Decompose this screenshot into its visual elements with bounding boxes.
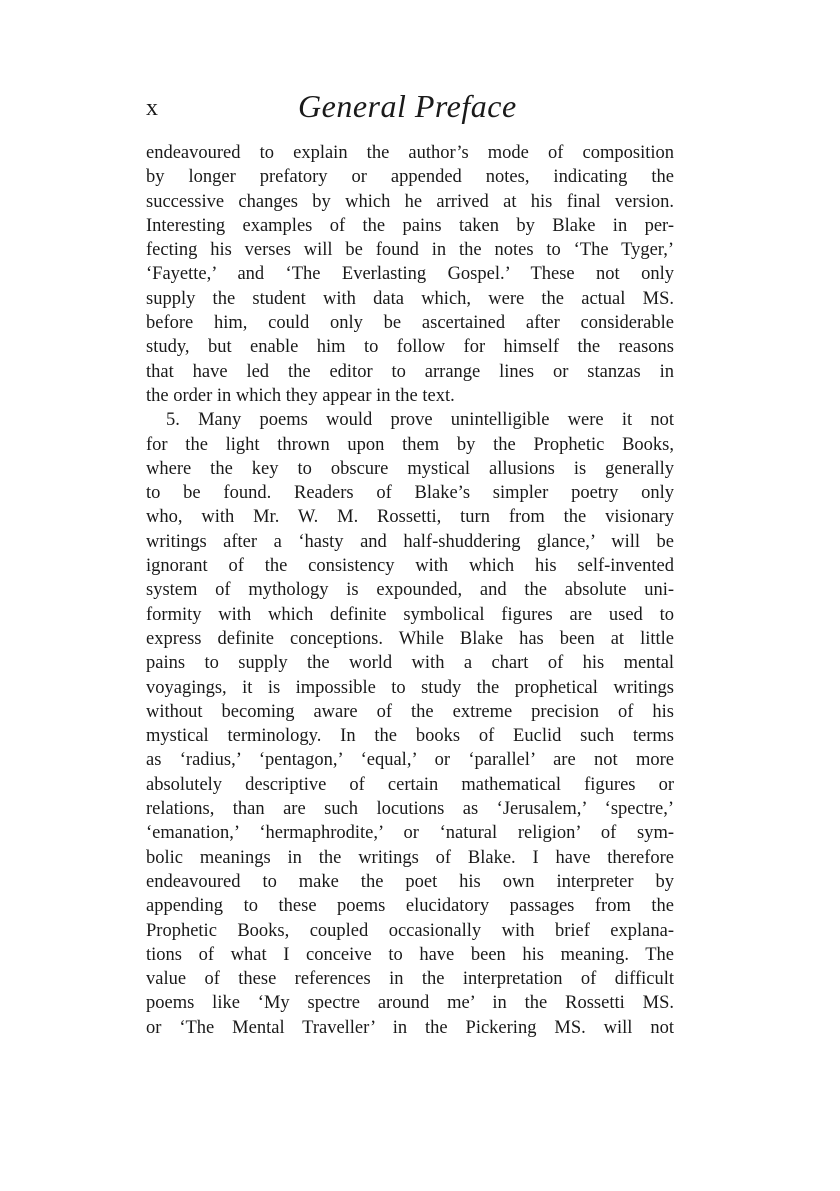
text-line: as ‘radius,’ ‘pentagon,’ ‘equal,’ or ‘parallel’ are not more	[146, 750, 674, 771]
text-line: express definite conceptions. While Blake has been at little	[146, 628, 674, 649]
text-line: relations, than are such locutions as ‘Jerusalem,’ ‘spectre,’	[146, 799, 674, 820]
text-line: pains to supply the world with a chart of his mental	[146, 653, 674, 674]
text-line: voyagings, it is impossible to study the prophetical writings	[146, 677, 674, 698]
text-line: or ‘The Mental Traveller’ in the Pickering MS. will not	[146, 1017, 674, 1038]
text-line: before him, could only be ascertained after considerable	[146, 313, 674, 334]
text-line: 5. Many poems would prove unintelligible were it not	[166, 410, 674, 431]
text-line: ‘emanation,’ ‘hermaphrodite,’ or ‘natural religion’ of sym-	[146, 823, 674, 844]
text-line: Interesting examples of the pains taken by Blake in per-	[146, 215, 674, 236]
text-line: bolic meanings in the writings of Blake. I have therefore	[146, 847, 674, 868]
text-line: for the light thrown upon them by the Prophetic Books,	[146, 434, 674, 455]
text-line: ‘Fayette,’ and ‘The Everlasting Gospel.’ These not only	[146, 264, 674, 285]
text-line: appending to these poems elucidatory passages from the	[146, 896, 674, 917]
text-line: value of these references in the interpretation of difficult	[146, 969, 674, 990]
text-line: to be found. Readers of Blake’s simpler poetry only	[146, 483, 674, 504]
text-line: endeavoured to make the poet his own interpreter by	[146, 871, 674, 892]
text-line: system of mythology is expounded, and the absolute uni-	[146, 580, 674, 601]
text-line: by longer prefatory or appended notes, indicating the	[146, 167, 674, 188]
text-line: study, but enable him to follow for himself the reasons	[146, 337, 674, 358]
text-line: where the key to obscure mystical allusions is generally	[146, 458, 674, 479]
page-number: x	[146, 95, 159, 121]
text-line: the order in which they appear in the text.	[146, 385, 455, 406]
text-line: formity with which definite symbolical figures are used to	[146, 604, 674, 625]
text-line: tions of what I conceive to have been his meaning. The	[146, 944, 674, 965]
text-line: endeavoured to explain the author’s mode of composition	[146, 143, 674, 163]
text-line: poems like ‘My spectre around me’ in the Rossetti MS.	[146, 993, 674, 1014]
body-text	[146, 141, 674, 1040]
text-line: absolutely descriptive of certain mathematical figures or	[146, 774, 674, 795]
text-line: who, with Mr. W. M. Rossetti, turn from the visionary	[146, 507, 674, 528]
text-line: supply the student with data which, were the actual MS.	[146, 288, 674, 309]
text-line: without becoming aware of the extreme precision of his	[146, 701, 674, 722]
text-line: writings after a ‘hasty and half-shuddering glance,’ will be	[146, 531, 674, 552]
text-line: mystical terminology. In the books of Euclid such terms	[146, 726, 674, 747]
text-line: that have led the editor to arrange lines or stanzas in	[146, 361, 674, 382]
text-line: fecting his verses will be found in the notes to ‘The Tyger,’	[146, 240, 674, 261]
text-line: ignorant of the consistency with which his self-invented	[146, 556, 674, 577]
text-line: successive changes by which he arrived at his final version.	[146, 191, 674, 212]
running-title: General Preface	[298, 88, 517, 124]
text-line: Prophetic Books, coupled occasionally with brief explana-	[146, 920, 674, 941]
